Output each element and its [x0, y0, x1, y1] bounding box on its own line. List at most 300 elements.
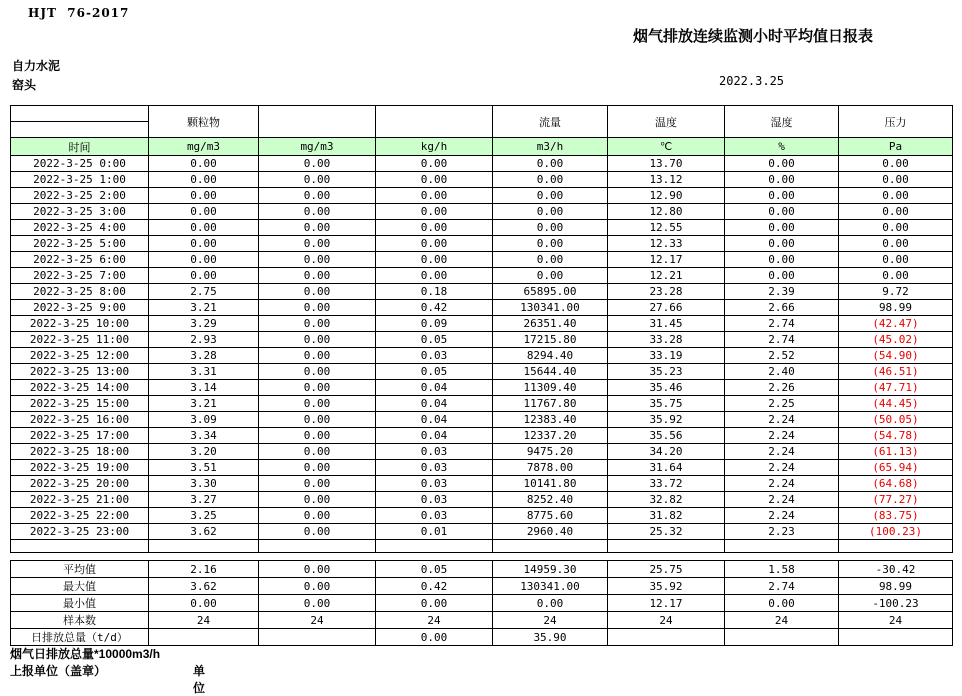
value-cell: 2.24: [725, 428, 839, 444]
summary-value-cell: 25.75: [608, 561, 725, 578]
value-cell: 12.55: [608, 220, 725, 236]
value-cell: (45.02): [839, 332, 953, 348]
value-cell: 2.25: [725, 396, 839, 412]
value-cell: 2.24: [725, 492, 839, 508]
value-cell: 0.00: [376, 204, 493, 220]
value-cell: 35.46: [608, 380, 725, 396]
summary-label: 样本数: [11, 612, 149, 629]
value-cell: 0.00: [725, 156, 839, 172]
value-cell: 2.93: [149, 332, 259, 348]
summary-row: [11, 561, 953, 578]
header-flow: 流量: [493, 106, 608, 138]
value-cell: 2.74: [725, 332, 839, 348]
value-cell: 98.99: [839, 300, 953, 316]
value-cell: 0.00: [259, 236, 376, 252]
units-percent: %: [725, 138, 839, 156]
time-cell: 2022-3-25 1:00: [11, 172, 149, 188]
value-cell: 0.00: [839, 188, 953, 204]
time-cell: 2022-3-25 17:00: [11, 428, 149, 444]
value-cell: 0.00: [149, 236, 259, 252]
report-date: 2022.3.25: [719, 74, 785, 88]
value-cell: 0.00: [259, 316, 376, 332]
units-row: [11, 138, 953, 156]
table-header: [11, 106, 953, 156]
summary-row: [11, 612, 953, 629]
value-cell: (46.51): [839, 364, 953, 380]
gap-cell: [608, 553, 725, 561]
time-cell: 2022-3-25 6:00: [11, 252, 149, 268]
summary-value-cell: 12.17: [608, 595, 725, 612]
value-cell: 0.00: [259, 524, 376, 540]
value-cell: 0.00: [493, 268, 608, 284]
value-cell: 11767.80: [493, 396, 608, 412]
header-pressure: 压力: [839, 106, 953, 138]
time-cell: 2022-3-25 12:00: [11, 348, 149, 364]
blank-cell: [259, 540, 376, 553]
value-cell: 27.66: [608, 300, 725, 316]
table-row: [11, 268, 953, 284]
value-cell: 0.00: [259, 492, 376, 508]
value-cell: (42.47): [839, 316, 953, 332]
blank-cell: [608, 540, 725, 553]
value-cell: 2.23: [725, 524, 839, 540]
page-title: 烟气排放连续监测小时平均值日报表: [633, 28, 874, 45]
value-cell: 13.12: [608, 172, 725, 188]
value-cell: 3.21: [149, 396, 259, 412]
value-cell: 0.00: [493, 220, 608, 236]
value-cell: 0.00: [149, 156, 259, 172]
units-m3h: m3/h: [493, 138, 608, 156]
table-row: [11, 284, 953, 300]
value-cell: 0.00: [259, 332, 376, 348]
value-cell: 0.00: [259, 156, 376, 172]
time-cell: 2022-3-25 5:00: [11, 236, 149, 252]
value-cell: (54.90): [839, 348, 953, 364]
summary-label: 最大值: [11, 578, 149, 595]
summary-row: [11, 595, 953, 612]
value-cell: 0.03: [376, 348, 493, 364]
time-cell: 2022-3-25 3:00: [11, 204, 149, 220]
value-cell: 0.00: [259, 300, 376, 316]
value-cell: (100.23): [839, 524, 953, 540]
units-mgm3-2: mg/m3: [259, 138, 376, 156]
value-cell: 11309.40: [493, 380, 608, 396]
summary-value-cell: 35.92: [608, 578, 725, 595]
summary-value-cell: 24: [839, 612, 953, 629]
value-cell: 0.00: [149, 268, 259, 284]
group-header-row: [11, 106, 953, 122]
time-cell: 2022-3-25 0:00: [11, 156, 149, 172]
table-row: [11, 300, 953, 316]
time-cell: 2022-3-25 2:00: [11, 188, 149, 204]
value-cell: 2.40: [725, 364, 839, 380]
blank-row: [11, 540, 953, 553]
value-cell: 3.25: [149, 508, 259, 524]
value-cell: 35.56: [608, 428, 725, 444]
value-cell: 0.00: [725, 172, 839, 188]
units-time: 时间: [11, 138, 149, 156]
summary-label: 日排放总量（t/d）: [11, 629, 149, 646]
summary-value-cell: [839, 629, 953, 646]
value-cell: 12.17: [608, 252, 725, 268]
report-unit-label: 上报单位（盖章）: [10, 664, 107, 678]
value-cell: 2.75: [149, 284, 259, 300]
value-cell: 33.28: [608, 332, 725, 348]
time-cell: 2022-3-25 15:00: [11, 396, 149, 412]
table-row: [11, 460, 953, 476]
value-cell: 0.00: [493, 188, 608, 204]
value-cell: 0.00: [376, 236, 493, 252]
summary-value-cell: 24: [259, 612, 376, 629]
time-cell: 2022-3-25 13:00: [11, 364, 149, 380]
value-cell: 0.00: [725, 220, 839, 236]
summary-value-cell: 0.00: [493, 595, 608, 612]
value-cell: 0.00: [259, 428, 376, 444]
summary-value-cell: 0.00: [149, 595, 259, 612]
value-cell: (64.68): [839, 476, 953, 492]
time-cell: 2022-3-25 19:00: [11, 460, 149, 476]
value-cell: 0.00: [259, 396, 376, 412]
value-cell: 12383.40: [493, 412, 608, 428]
value-cell: 12.33: [608, 236, 725, 252]
table-row: [11, 172, 953, 188]
summary-value-cell: 0.00: [259, 561, 376, 578]
time-cell: 2022-3-25 23:00: [11, 524, 149, 540]
header-blank-2: [376, 106, 493, 138]
gap-cell: [376, 553, 493, 561]
value-cell: 31.64: [608, 460, 725, 476]
value-cell: 0.03: [376, 492, 493, 508]
header-particulate: 颗粒物: [149, 106, 259, 138]
value-cell: 0.00: [259, 476, 376, 492]
summary-value-cell: -30.42: [839, 561, 953, 578]
value-cell: 0.00: [376, 172, 493, 188]
value-cell: 12.21: [608, 268, 725, 284]
value-cell: 3.27: [149, 492, 259, 508]
table-row: [11, 444, 953, 460]
value-cell: 3.51: [149, 460, 259, 476]
value-cell: (83.75): [839, 508, 953, 524]
summary-value-cell: 0.05: [376, 561, 493, 578]
time-cell: 2022-3-25 8:00: [11, 284, 149, 300]
value-cell: 32.82: [608, 492, 725, 508]
time-cell: 2022-3-25 10:00: [11, 316, 149, 332]
summary-value-cell: 1.58: [725, 561, 839, 578]
value-cell: 3.20: [149, 444, 259, 460]
value-cell: 0.00: [376, 220, 493, 236]
unit-label: 单位: [193, 664, 206, 695]
value-cell: 2.74: [725, 316, 839, 332]
value-cell: 2.52: [725, 348, 839, 364]
value-cell: 2.24: [725, 508, 839, 524]
table-row: [11, 220, 953, 236]
blank-cell: [11, 540, 149, 553]
value-cell: 0.00: [376, 188, 493, 204]
summary-value-cell: 2.74: [725, 578, 839, 595]
table-row: [11, 428, 953, 444]
summary-value-cell: 98.99: [839, 578, 953, 595]
value-cell: 33.72: [608, 476, 725, 492]
value-cell: 0.00: [259, 444, 376, 460]
gap-cell: [725, 553, 839, 561]
table-row: [11, 412, 953, 428]
value-cell: 0.00: [259, 348, 376, 364]
value-cell: 0.00: [376, 252, 493, 268]
summary-value-cell: 0.00: [376, 629, 493, 646]
summary-value-cell: 0.00: [259, 578, 376, 595]
gap-cell: [11, 553, 149, 561]
table-row: [11, 364, 953, 380]
value-cell: 2.24: [725, 476, 839, 492]
summary-value-cell: 0.00: [725, 595, 839, 612]
header-humidity: 湿度: [725, 106, 839, 138]
value-cell: 15644.40: [493, 364, 608, 380]
company-name: 自力水泥: [12, 59, 61, 73]
blank-cell: [839, 540, 953, 553]
value-cell: 0.00: [259, 508, 376, 524]
value-cell: 0.00: [839, 172, 953, 188]
value-cell: 2.66: [725, 300, 839, 316]
value-cell: 0.03: [376, 508, 493, 524]
value-cell: 0.00: [493, 172, 608, 188]
value-cell: 0.00: [725, 236, 839, 252]
value-cell: 3.31: [149, 364, 259, 380]
value-cell: 25.32: [608, 524, 725, 540]
value-cell: 2.24: [725, 412, 839, 428]
summary-value-cell: -100.23: [839, 595, 953, 612]
summary-value-cell: [149, 629, 259, 646]
value-cell: 12.90: [608, 188, 725, 204]
value-cell: 0.00: [839, 220, 953, 236]
value-cell: 31.45: [608, 316, 725, 332]
gap-row: [11, 553, 953, 561]
summary-value-cell: 24: [493, 612, 608, 629]
time-cell: 2022-3-25 16:00: [11, 412, 149, 428]
time-cell: 2022-3-25 7:00: [11, 268, 149, 284]
value-cell: 0.04: [376, 428, 493, 444]
value-cell: 0.00: [149, 252, 259, 268]
summary-label: 平均值: [11, 561, 149, 578]
value-cell: 0.00: [149, 220, 259, 236]
table-row: [11, 316, 953, 332]
value-cell: 9475.20: [493, 444, 608, 460]
value-cell: 2.26: [725, 380, 839, 396]
value-cell: 0.05: [376, 332, 493, 348]
value-cell: (50.05): [839, 412, 953, 428]
table-row: [11, 380, 953, 396]
site-name: 窑头: [12, 78, 37, 92]
value-cell: 3.28: [149, 348, 259, 364]
value-cell: (54.78): [839, 428, 953, 444]
units-pa: Pa: [839, 138, 953, 156]
table-row: [11, 348, 953, 364]
value-cell: 0.00: [493, 156, 608, 172]
time-cell: 2022-3-25 4:00: [11, 220, 149, 236]
value-cell: 0.00: [725, 204, 839, 220]
value-cell: 35.23: [608, 364, 725, 380]
units-mgm3-1: mg/m3: [149, 138, 259, 156]
monitoring-table: [10, 105, 953, 646]
table-row: [11, 524, 953, 540]
table-row: [11, 476, 953, 492]
value-cell: 0.18: [376, 284, 493, 300]
summary-value-cell: 3.62: [149, 578, 259, 595]
value-cell: (47.71): [839, 380, 953, 396]
summary-value-cell: [259, 629, 376, 646]
value-cell: (65.94): [839, 460, 953, 476]
value-cell: 0.00: [725, 252, 839, 268]
value-cell: 0.00: [376, 268, 493, 284]
summary-value-cell: 24: [376, 612, 493, 629]
value-cell: 17215.80: [493, 332, 608, 348]
value-cell: 3.30: [149, 476, 259, 492]
value-cell: 0.00: [259, 188, 376, 204]
value-cell: 0.04: [376, 380, 493, 396]
value-cell: 9.72: [839, 284, 953, 300]
value-cell: 0.09: [376, 316, 493, 332]
value-cell: 8252.40: [493, 492, 608, 508]
table-row: [11, 236, 953, 252]
value-cell: 2.24: [725, 444, 839, 460]
time-cell: 2022-3-25 11:00: [11, 332, 149, 348]
value-cell: 0.00: [259, 252, 376, 268]
table-row: [11, 188, 953, 204]
value-cell: 35.75: [608, 396, 725, 412]
value-cell: 0.03: [376, 460, 493, 476]
table-row: [11, 252, 953, 268]
value-cell: 2960.40: [493, 524, 608, 540]
value-cell: 0.00: [725, 268, 839, 284]
value-cell: 0.00: [259, 364, 376, 380]
value-cell: 0.04: [376, 396, 493, 412]
value-cell: 3.62: [149, 524, 259, 540]
value-cell: 23.28: [608, 284, 725, 300]
value-cell: 0.00: [493, 252, 608, 268]
value-cell: 26351.40: [493, 316, 608, 332]
value-cell: 0.01: [376, 524, 493, 540]
value-cell: 3.09: [149, 412, 259, 428]
value-cell: 0.00: [149, 188, 259, 204]
summary-value-cell: 24: [149, 612, 259, 629]
value-cell: 0.03: [376, 476, 493, 492]
value-cell: 3.29: [149, 316, 259, 332]
value-cell: 0.00: [259, 204, 376, 220]
header-cell-empty-top: [11, 106, 149, 122]
value-cell: 35.92: [608, 412, 725, 428]
summary-value-cell: [608, 629, 725, 646]
value-cell: 0.00: [839, 252, 953, 268]
value-cell: 65895.00: [493, 284, 608, 300]
blank-cell: [376, 540, 493, 553]
summary-value-cell: 0.42: [376, 578, 493, 595]
value-cell: 0.00: [493, 204, 608, 220]
value-cell: 3.34: [149, 428, 259, 444]
gap-cell: [839, 553, 953, 561]
value-cell: 0.00: [259, 268, 376, 284]
table-row: [11, 508, 953, 524]
summary-value-cell: 14959.30: [493, 561, 608, 578]
value-cell: 0.04: [376, 412, 493, 428]
header-cell-empty-bottom: [11, 122, 149, 138]
summary-value-cell: [725, 629, 839, 646]
summary-value-cell: 24: [608, 612, 725, 629]
value-cell: 0.00: [149, 172, 259, 188]
value-cell: 2.24: [725, 460, 839, 476]
summary-value-cell: 0.00: [376, 595, 493, 612]
value-cell: 8775.60: [493, 508, 608, 524]
summary-row: [11, 629, 953, 646]
document-code: HJT 76-2017: [28, 6, 130, 20]
units-celsius: ℃: [608, 138, 725, 156]
value-cell: 12337.20: [493, 428, 608, 444]
value-cell: 0.00: [376, 156, 493, 172]
time-cell: 2022-3-25 14:00: [11, 380, 149, 396]
value-cell: 0.00: [725, 188, 839, 204]
blank-cell: [493, 540, 608, 553]
value-cell: 0.00: [259, 220, 376, 236]
header-temperature: 温度: [608, 106, 725, 138]
summary-label: 最小值: [11, 595, 149, 612]
table-row: [11, 396, 953, 412]
value-cell: 0.00: [259, 460, 376, 476]
summary-value-cell: 2.16: [149, 561, 259, 578]
value-cell: 130341.00: [493, 300, 608, 316]
value-cell: 34.20: [608, 444, 725, 460]
header-blank-1: [259, 106, 376, 138]
value-cell: 0.05: [376, 364, 493, 380]
value-cell: 7878.00: [493, 460, 608, 476]
summary-value-cell: 0.00: [259, 595, 376, 612]
value-cell: (61.13): [839, 444, 953, 460]
value-cell: 0.00: [839, 204, 953, 220]
summary-value-cell: 24: [725, 612, 839, 629]
value-cell: 0.00: [259, 412, 376, 428]
time-cell: 2022-3-25 18:00: [11, 444, 149, 460]
blank-cell: [725, 540, 839, 553]
value-cell: 2.39: [725, 284, 839, 300]
time-cell: 2022-3-25 20:00: [11, 476, 149, 492]
value-cell: 8294.40: [493, 348, 608, 364]
signature-row: [10, 662, 206, 695]
gap-cell: [149, 553, 259, 561]
value-cell: 3.14: [149, 380, 259, 396]
summary-row: [11, 578, 953, 595]
summary-value-cell: 130341.00: [493, 578, 608, 595]
value-cell: 0.00: [259, 172, 376, 188]
value-cell: 0.00: [839, 268, 953, 284]
value-cell: 0.00: [149, 204, 259, 220]
units-kgh: kg/h: [376, 138, 493, 156]
value-cell: 0.00: [839, 236, 953, 252]
blank-cell: [149, 540, 259, 553]
value-cell: 31.82: [608, 508, 725, 524]
value-cell: 3.21: [149, 300, 259, 316]
value-cell: 0.00: [259, 284, 376, 300]
footnote-total-flow: 烟气日排放总量*10000m3/h: [10, 647, 161, 661]
gap-cell: [259, 553, 376, 561]
summary-value-cell: 35.90: [493, 629, 608, 646]
data-rows: [11, 156, 953, 646]
value-cell: 0.00: [493, 236, 608, 252]
value-cell: 13.70: [608, 156, 725, 172]
value-cell: 10141.80: [493, 476, 608, 492]
table-row: [11, 492, 953, 508]
time-cell: 2022-3-25 9:00: [11, 300, 149, 316]
time-cell: 2022-3-25 21:00: [11, 492, 149, 508]
value-cell: 0.03: [376, 444, 493, 460]
value-cell: 0.00: [259, 380, 376, 396]
table-row: [11, 332, 953, 348]
